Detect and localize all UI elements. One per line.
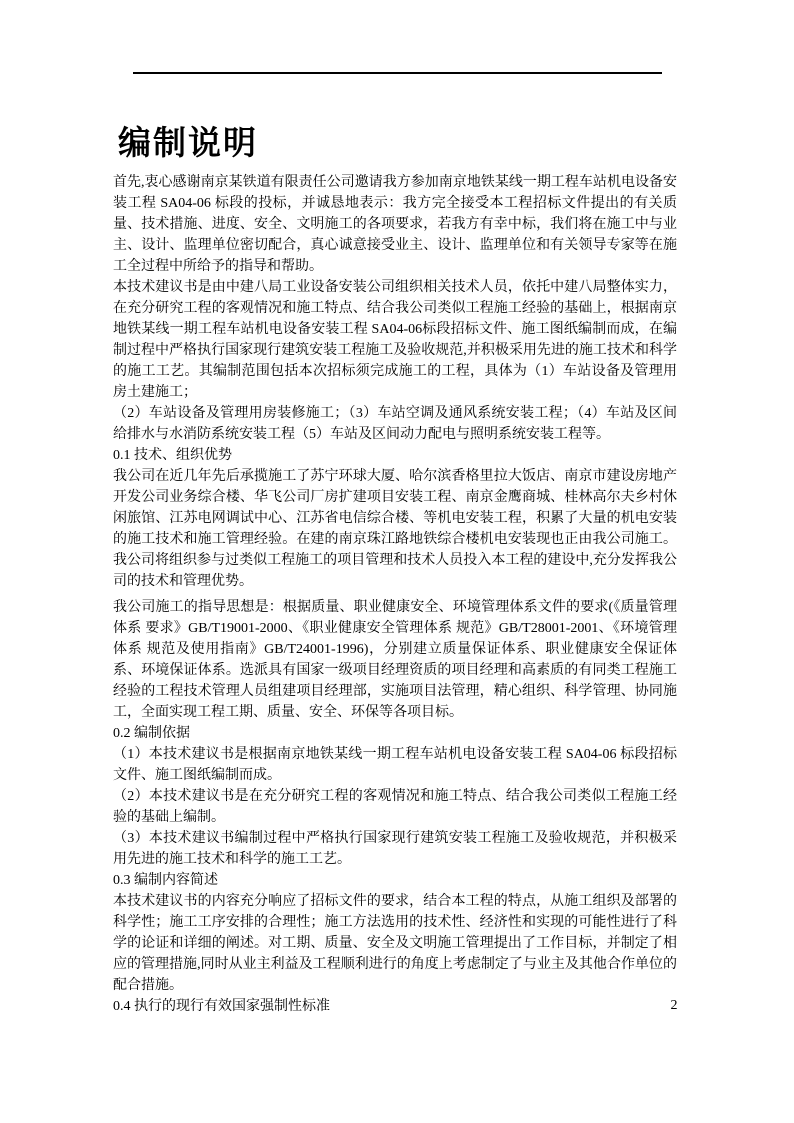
paragraph-content-summary: 本技术建议书的内容充分响应了招标文件的要求，结合本工程的特点，从施工组织及部署的科学性；施工工序安排的合理性；施工方法选用的技术性、经济性和实现的可能性进行了科学的论证和详细的阐述。对工期、质量、安全及文明施工管理提出了工作目标，并制定了相应的管理措施,同时从业主利益及工程顺利进行的角度上考虑制定了与业主及其他合作单位的配合措施。 [113,894,677,993]
header-rule [133,72,662,74]
paragraph-basis-item-2: （2）本技术建议书是在充分研究工程的客观情况和施工特点、结合我公司类似工程施工经验的基础上编制。 [113,789,677,825]
paragraph-basis: 本技术建议书是由中建八局工业设备安装公司组织相关技术人员，依托中建八局整体实力，在充分研究工程的客观情况和施工特点、结合我公司类似工程施工经验的基础上，根据南京地铁某线一期工程车站机电设备安装工程 SA04-06标段招标文件、施工图纸编制而成，在编制过程中严格执行国家现行建筑安装工程施工及验收规范,并积极采用先进的施工技术和科学的施工工艺。其编制范围包括本次招标须完成施工的工程，具体为（1）车站设备及管理用房土建施工； [113,280,677,400]
document-body [113,172,677,1017]
page-number: 2 [670,998,678,1013]
paragraph-scope: （2）车站设备及管理用房装修施工；（3）车站空调及通风系统安装工程；（4）车站及区间给排水与水消防系统安装工程（5）车站及区间动力配电与照明系统安装工程等。 [113,406,677,442]
section-heading-0-4: 0.4 执行的现行有效国家强制性标准 [113,999,330,1014]
section-heading-0-2: 0.2 编制依据 [113,726,190,741]
paragraph-intro: 首先,衷心感谢南京某铁道有限责任公司邀请我方参加南京地铁某线一期工程车站机电设备安装工程 SA04-06 标段的投标，并诚恳地表示：我方完全接受本工程招标文件提出的有关质量、技术措施、进度、安全、文明施工的各项要求，若我方有幸中标，我们将在施工中与业主、设计、监理单位密切配合，真心诚意接受业主、设计、监理单位和有关领导专家等在施工全过程中所给予的指导和帮助。 [113,175,677,274]
paragraph-guiding-principle: 我公司施工的指导思想是：根据质量、职业健康安全、环境管理体系文件的要求(《质量管理体系 要求》GB/T19001-2000、《职业健康安全管理体系 规范》GB/T28001-2001、《环境管理体系 规范及使用指南》GB/T24001-1996)，分别建立质量保证体系、职业健康安全保证体系、环境保证体系。选派具有国家一级项目经理资质的项目经理和高素质的有同类工程施工经验的工程技术管理人员组建项目经理部，实施项目法管理，精心组织、科学管理、协同施工，全面实现工程工期、质量、安全、环保等各项目标。 [113,600,677,720]
paragraph-basis-item-3: （3）本技术建议书编制过程中严格执行国家现行建筑安装工程施工及验收规范，并积极采用先进的施工技术和科学的施工工艺。 [113,831,677,867]
section-heading-0-3: 0.3 编制内容简述 [113,873,218,888]
paragraph-experience: 我公司在近几年先后承揽施工了苏宁环球大厦、哈尔滨香格里拉大饭店、南京市建设房地产开发公司业务综合楼、华飞公司厂房扩建项目安装工程、南京金鹰商城、桂林高尔夫乡村休闲旅馆、江苏电网调试中心、江苏省电信综合楼、等机电安装工程，积累了大量的机电安装的施工技术和施工管理经验。在建的南京珠江路地铁综合楼机电安装现也正由我公司施工。我公司将组织参与过类似工程施工的项目管理和技术人员投入本工程的建设中,充分发挥我公司的技术和管理优势。 [113,469,677,589]
page-title: 编制说明 [118,126,258,163]
paragraph-basis-item-1: （1）本技术建议书是根据南京地铁某线一期工程车站机电设备安装工程 SA04-06 标段招标文件、施工图纸编制而成。 [113,747,677,783]
section-heading-0-1: 0.1 技术、组织优势 [113,448,232,463]
